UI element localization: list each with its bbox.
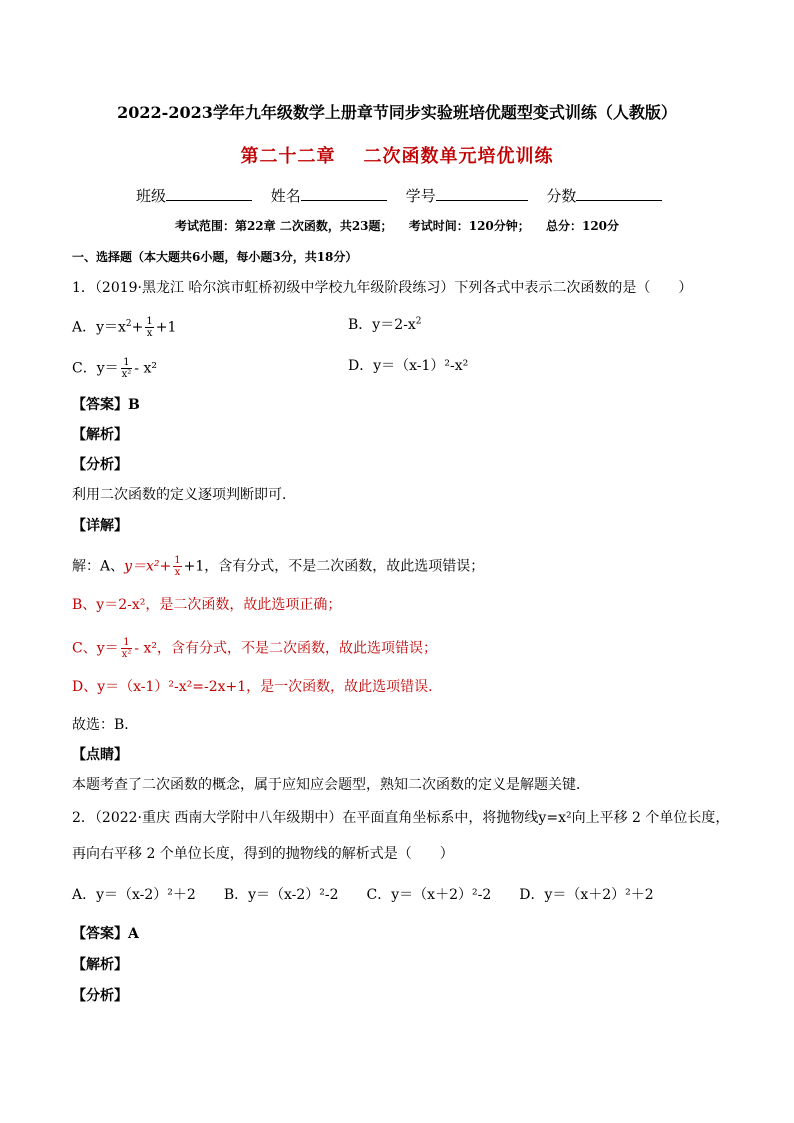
q1-detail-tag: 【详解】 xyxy=(72,518,128,534)
question-2-stem-line1: 2．（2022·重庆 西南大学附中八年级期中）在平面直角坐标系中，将抛物线y=x²向上平移 2 个单位长度， xyxy=(72,810,730,826)
fraction: $\frac{1}{\text{x²}}$ xyxy=(121,637,132,660)
q1-option-d: D．y＝（x-1）²-x² xyxy=(348,358,469,374)
id-blank[interactable] xyxy=(436,186,528,201)
score-label: 分数 xyxy=(546,187,577,205)
q1-solution-d: D、y＝（x-1）²-x²=-2x+1，是一次函数，故此选项错误． xyxy=(72,679,443,695)
chapter-number: 第二十二章 xyxy=(240,146,336,167)
q2-options: A．y＝（x-2）²＋2 B．y＝（x-2）²-2 C．y＝（x＋2）²-2 D．y＝（x＋2）²＋2 xyxy=(72,887,654,903)
section-heading: 一、选择题（本大题共6小题，每小题3分，共18分） xyxy=(72,250,358,264)
q2-fenxi-tag: 【分析】 xyxy=(72,988,128,1004)
question-1-stem: 1．（2019·黑龙江 哈尔滨市虹桥初级中学校九年级阶段练习）下列各式中表示二次函数的是（ ） xyxy=(72,280,693,296)
class-label: 班级 xyxy=(136,187,167,205)
q1-option-a: A．$y=x^2+$ $\frac{1}{x}$ +1 xyxy=(72,316,177,339)
id-label: 学号 xyxy=(405,187,436,205)
class-blank[interactable] xyxy=(166,186,252,201)
fraction: $\frac{1}{x}$ xyxy=(174,555,181,578)
q1-fenxi-tag: 【分析】 xyxy=(72,457,128,473)
q1-solution-a: 解：A、y＝x²+ $\frac{1}{x}$ +1，含有分式，不是二次函数，故此选项错误； xyxy=(72,555,485,578)
q1-answer: 【答案】B xyxy=(72,397,140,413)
question-2-stem-line2: 再向右平移 2 个单位长度，得到的抛物线的解析式是（ ） xyxy=(72,846,454,862)
q1-point-text: 本题考查了二次函数的概念，属于应知应会题型，熟知二次函数的定义是解题关键． xyxy=(72,777,590,793)
exam-total: 总分：120分 xyxy=(545,219,620,233)
fraction: $\frac{1}{x}$ xyxy=(146,316,153,339)
q1-fenxi-text: 利用二次函数的定义逐项判断即可． xyxy=(72,487,296,503)
exam-scope xyxy=(0,217,794,235)
student-info-row xyxy=(136,186,676,205)
q1-choice: 故选：B． xyxy=(72,717,139,733)
q1-solution-c: C、y＝ $\frac{1}{\text{x²}}$ - x²，含有分式，不是二次函数，故此选项错误； xyxy=(72,637,437,660)
exam-range: 考试范围：第22章 二次函数，共23题； xyxy=(174,219,393,233)
score-blank[interactable] xyxy=(576,186,662,201)
chapter-title xyxy=(0,148,794,166)
chapter-name: 二次函数单元培优训练 xyxy=(363,146,554,167)
name-label: 姓名 xyxy=(270,187,301,205)
fraction: $\frac{1}{\text{x²}}$ xyxy=(121,357,132,380)
q1-option-b: B．$y=2-x^2$ xyxy=(348,316,422,333)
q1-point-tag: 【点睛】 xyxy=(72,747,128,763)
q2-analysis-tag: 【解析】 xyxy=(72,957,128,973)
q1-analysis-tag: 【解析】 xyxy=(72,427,128,443)
q1-option-c: C．y＝ $\frac{1}{\text{x²}}$ - x² xyxy=(72,357,157,380)
q1-solution-b: B、y＝2-x²，是二次函数，故此选项正确； xyxy=(72,597,342,613)
name-blank[interactable] xyxy=(301,186,387,201)
document-title: 2022-2023学年九年级数学上册章节同步实验班培优题型变式训练（人教版） xyxy=(117,103,677,122)
exam-time: 考试时间：120分钟； xyxy=(408,219,530,233)
q2-answer: 【答案】A xyxy=(72,926,139,942)
